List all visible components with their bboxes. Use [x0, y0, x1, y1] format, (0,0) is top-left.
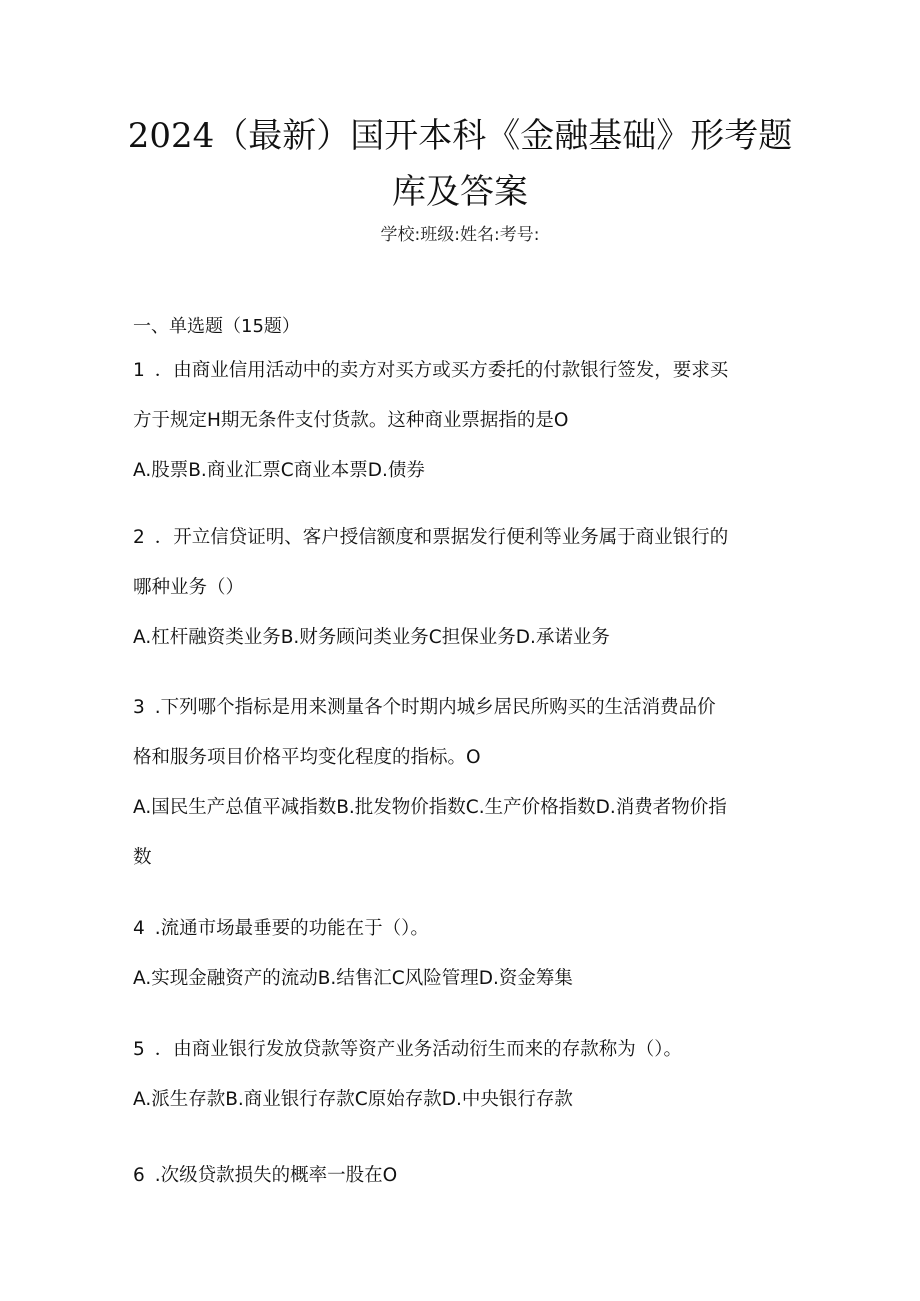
document-title: [0, 108, 920, 220]
question-5: [133, 1025, 783, 1125]
question-number: 2: [133, 527, 145, 548]
question-line: 5 ．由商业银行发放贷款等资产业务活动衍生而来的存款称为（）。: [133, 1039, 683, 1060]
question-line: 格和服务项目价格平均变化程度的指标。O: [133, 747, 481, 768]
answer-options: A.派生存款B.商业银行存款C原始存款D.中央银行存款: [133, 1089, 573, 1110]
answer-options: A.国民生产总值平减指数B.批发物价指数C.生产价格指数D.消费者物价指: [133, 797, 727, 818]
answer-options-continued: 数: [133, 847, 152, 868]
question-line: 哪种业务（）: [133, 577, 245, 598]
question-line: 6 .次级贷款损失的概率一股在O: [133, 1165, 398, 1186]
question-number: 3: [133, 697, 145, 718]
question-number: 5: [133, 1039, 145, 1060]
question-2: [133, 513, 783, 663]
question-number: 1: [133, 360, 145, 381]
question-6: [133, 1151, 783, 1201]
student-info-line: 学校:班级:姓名:考号:: [380, 225, 540, 245]
question-1: [133, 346, 783, 496]
question-line: 1 ．由商业信用活动中的卖方对买方或买方委托的付款银行签发，要求买: [133, 360, 729, 381]
answer-options: A.实现金融资产的流动B.结售汇C风险管理D.资金筹集: [133, 968, 573, 989]
question-line: 4 .流通市场最垂要的功能在于（）。: [133, 918, 429, 939]
answer-options: A.杠杆融资类业务B.财务顾问类业务C担保业务D.承诺业务: [133, 627, 610, 648]
question-number: 4: [133, 918, 145, 939]
question-line: 2 ．开立信贷证明、客户授信额度和票据发行便利等业务属于商业银行的: [133, 527, 729, 548]
answer-options: A.股票B.商业汇票C商业本票D.债券: [133, 460, 425, 481]
question-4: [133, 904, 783, 1004]
question-line: 3 .下列哪个指标是用来测量各个时期内城乡居民所购买的生活消费品价: [133, 697, 716, 718]
title-line-1: 2024（最新）国开本科《金融基础》形考题: [127, 116, 793, 156]
section-heading: 一、单选题（15题）: [133, 316, 300, 337]
question-line: 方于规定H期无条件支付货款。这种商业票据指的是O: [133, 410, 569, 431]
question-number: 6: [133, 1165, 145, 1186]
title-line-2: 库及答案: [392, 172, 528, 212]
question-3: [133, 683, 783, 883]
